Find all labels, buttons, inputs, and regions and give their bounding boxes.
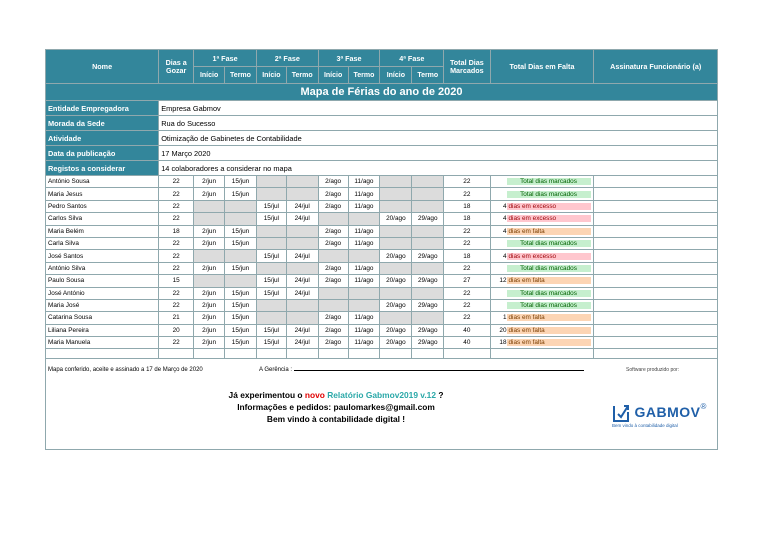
status-badge: dias em excesso	[507, 203, 591, 210]
table-row	[46, 200, 718, 212]
phase2-end	[286, 237, 318, 249]
days-to-take: 22	[159, 287, 194, 299]
phase4-end: 29/ago	[412, 337, 444, 349]
table-row	[46, 275, 718, 287]
promo-new: novo	[304, 390, 325, 401]
phase4-start: 20/ago	[380, 324, 412, 336]
status-badge: Total dias marcados	[507, 302, 591, 309]
employee-name: António Silva	[46, 262, 159, 274]
missing-days-status	[490, 200, 594, 212]
phase3-end	[348, 250, 380, 262]
info-value: Empresa Gabmov	[159, 101, 718, 116]
days-to-take: 21	[159, 312, 194, 324]
total-days-marked: 18	[444, 213, 490, 225]
footer-section	[45, 359, 718, 450]
phase1-end: 15/jun	[225, 324, 257, 336]
employee-name: Liliana Pereira	[46, 324, 159, 336]
table-row	[46, 262, 718, 274]
employee-name: Maria José	[46, 299, 159, 311]
phase2-start: 15/jul	[256, 275, 286, 287]
phase2-end: 24/jul	[286, 275, 318, 287]
missing-days-count: 12	[499, 277, 507, 285]
col-header-fase4: 4ª Fase	[380, 50, 444, 67]
phase3-end: 11/ago	[348, 237, 380, 249]
table-row	[46, 237, 718, 249]
signature-cell[interactable]	[594, 299, 718, 311]
phase3-start: 2/ago	[318, 262, 348, 274]
col-header-assinatura: Assinatura Funcionário (a)	[594, 50, 718, 84]
missing-days-status	[490, 225, 594, 237]
phase4-start	[380, 200, 412, 212]
phase3-start: 2/ago	[318, 188, 348, 200]
promo-welcome: Bem vindo à contabilidade digital !	[266, 414, 406, 425]
promo-contact: Informações e pedidos: paulomarkes@gmail.com	[237, 402, 435, 413]
confirmation-text: Mapa conferido, aceite e assinado a 17 de Março de 2020	[48, 367, 203, 374]
total-days-marked: 18	[444, 250, 490, 262]
employee-name: Carlos Silva	[46, 213, 159, 225]
days-to-take: 22	[159, 250, 194, 262]
phase3-start: 2/ago	[318, 312, 348, 324]
days-to-take: 22	[159, 213, 194, 225]
info-value: 17 Março 2020	[159, 146, 718, 161]
col-header-termo: Termo	[348, 67, 380, 84]
phase2-end	[286, 176, 318, 188]
phase1-start: 2/jun	[194, 299, 225, 311]
total-days-marked: 22	[444, 225, 490, 237]
col-header-termo: Termo	[412, 67, 444, 84]
phase4-start: 20/ago	[380, 275, 412, 287]
phase4-end	[412, 312, 444, 324]
phase2-end	[286, 312, 318, 324]
phase1-end: 15/jun	[225, 237, 257, 249]
days-to-take: 22	[159, 188, 194, 200]
col-header-fase2: 2ª Fase	[256, 50, 318, 67]
phase3-start: 2/ago	[318, 337, 348, 349]
phase4-start	[380, 287, 412, 299]
phase2-start: 15/jul	[256, 324, 286, 336]
missing-days-status	[490, 337, 594, 349]
signature-cell[interactable]	[594, 324, 718, 336]
table-row	[46, 225, 718, 237]
phase3-start: 2/ago	[318, 237, 348, 249]
signature-cell[interactable]	[594, 262, 718, 274]
missing-days-count: 4	[502, 252, 507, 260]
status-badge: dias em falta	[507, 339, 591, 346]
col-header-termo: Termo	[286, 67, 318, 84]
phase3-end: 11/ago	[348, 176, 380, 188]
phase3-start	[318, 213, 348, 225]
signature-cell[interactable]	[594, 250, 718, 262]
status-badge: dias em falta	[507, 228, 591, 235]
phase4-end: 29/ago	[412, 250, 444, 262]
employee-name: Maria Jesus	[46, 188, 159, 200]
phase4-end: 29/ago	[412, 213, 444, 225]
phase3-start	[318, 287, 348, 299]
gabmov-logo	[612, 402, 712, 428]
phase2-start: 15/jul	[256, 287, 286, 299]
signature-cell[interactable]	[594, 213, 718, 225]
status-badge: dias em falta	[507, 277, 591, 284]
missing-days-status	[490, 299, 594, 311]
phase3-end: 11/ago	[348, 312, 380, 324]
phase2-start: 15/jul	[256, 200, 286, 212]
table-row	[46, 188, 718, 200]
phase3-end: 11/ago	[348, 200, 380, 212]
days-to-take: 22	[159, 299, 194, 311]
phase2-end: 24/jul	[286, 287, 318, 299]
logo-tagline: Bem vindo à contabilidade digital	[612, 423, 678, 429]
phase1-end: 15/jun	[225, 176, 257, 188]
phase4-start	[380, 312, 412, 324]
signature-cell[interactable]	[594, 312, 718, 324]
col-header-fase3: 3ª Fase	[318, 50, 380, 67]
phase1-end	[225, 250, 257, 262]
phase3-start	[318, 299, 348, 311]
phase1-start	[194, 213, 225, 225]
phase4-start	[380, 262, 412, 274]
phase3-start	[318, 250, 348, 262]
phase2-end: 24/jul	[286, 213, 318, 225]
phase1-start	[194, 200, 225, 212]
phase1-start: 2/jun	[194, 225, 225, 237]
total-days-marked: 22	[444, 312, 490, 324]
status-badge: Total dias marcados	[507, 265, 591, 272]
phase2-end: 24/jul	[286, 337, 318, 349]
phase3-end: 11/ago	[348, 337, 380, 349]
missing-days-count: 4	[502, 227, 507, 235]
total-days-marked: 40	[444, 337, 490, 349]
software-credit: Software produzido por:	[626, 367, 680, 374]
signature-cell[interactable]	[594, 237, 718, 249]
signature-cell[interactable]	[594, 275, 718, 287]
missing-days-status	[490, 275, 594, 287]
total-days-marked: 22	[444, 299, 490, 311]
status-badge: Total dias marcados	[507, 290, 591, 297]
status-badge: Total dias marcados	[507, 178, 591, 185]
phase2-start	[256, 188, 286, 200]
phase1-start: 2/jun	[194, 176, 225, 188]
status-badge: dias em falta	[507, 327, 591, 334]
phase2-end	[286, 225, 318, 237]
phase1-start	[194, 250, 225, 262]
gabmov-logo-icon	[612, 402, 630, 422]
phase2-start	[256, 299, 286, 311]
phase4-end	[412, 176, 444, 188]
phase1-end: 15/jun	[225, 337, 257, 349]
signature-cell[interactable]	[594, 225, 718, 237]
days-to-take: 22	[159, 262, 194, 274]
table-row	[46, 250, 718, 262]
management-signature	[259, 367, 584, 373]
phase2-end	[286, 299, 318, 311]
employee-name: José Santos	[46, 250, 159, 262]
phase1-start: 2/jun	[194, 262, 225, 274]
missing-days-status	[490, 176, 594, 188]
phase1-end: 15/jun	[225, 225, 257, 237]
info-label: Atividade	[46, 131, 159, 146]
table-row	[46, 299, 718, 311]
phase2-start: 15/jul	[256, 213, 286, 225]
status-badge: Total dias marcados	[507, 240, 591, 247]
info-label: Morada da Sede	[46, 116, 159, 131]
phase1-end: 15/jun	[225, 287, 257, 299]
phase3-start: 2/ago	[318, 324, 348, 336]
phase3-end: 11/ago	[348, 324, 380, 336]
col-header-inicio: Início	[380, 67, 412, 84]
phase2-end	[286, 262, 318, 274]
status-badge: Total dias marcados	[507, 191, 591, 198]
col-header-termo: Termo	[225, 67, 257, 84]
vacation-table	[45, 49, 718, 359]
days-to-take: 15	[159, 275, 194, 287]
missing-days-count: 4	[502, 202, 507, 210]
phase3-end	[348, 287, 380, 299]
table-row	[46, 176, 718, 188]
col-header-total-dias: Total Dias Marcados	[444, 50, 490, 84]
phase4-end	[412, 287, 444, 299]
days-to-take: 18	[159, 225, 194, 237]
missing-days-count: 18	[499, 339, 507, 347]
phase3-end: 11/ago	[348, 275, 380, 287]
phase4-end: 29/ago	[412, 275, 444, 287]
phase2-start: 15/jul	[256, 337, 286, 349]
missing-days-status	[490, 324, 594, 336]
logo-text: GABMOV	[634, 404, 701, 421]
info-label: Data da publicação	[46, 146, 159, 161]
missing-days-status	[490, 213, 594, 225]
promo-text	[46, 389, 626, 425]
days-to-take: 22	[159, 200, 194, 212]
total-days-marked: 22	[444, 176, 490, 188]
table-header	[46, 50, 718, 84]
missing-days-status	[490, 262, 594, 274]
employee-name: Catarina Sousa	[46, 312, 159, 324]
phase1-start	[194, 275, 225, 287]
signature-line	[294, 370, 584, 371]
phase4-end	[412, 188, 444, 200]
missing-days-status	[490, 188, 594, 200]
days-to-take: 22	[159, 237, 194, 249]
status-badge: dias em excesso	[507, 215, 591, 222]
days-to-take: 22	[159, 176, 194, 188]
phase4-end	[412, 237, 444, 249]
employee-name: José António	[46, 287, 159, 299]
promo-question: ?	[436, 390, 444, 401]
phase3-end: 11/ago	[348, 188, 380, 200]
employee-rows	[46, 176, 718, 349]
info-label: Entidade Empregadora	[46, 101, 159, 116]
col-header-inicio: Início	[194, 67, 225, 84]
table-row	[46, 213, 718, 225]
phase4-start	[380, 225, 412, 237]
status-badge: dias em excesso	[507, 253, 591, 260]
phase4-start: 20/ago	[380, 299, 412, 311]
phase4-end: 29/ago	[412, 299, 444, 311]
phase4-end	[412, 262, 444, 274]
info-value: 14 colaboradores a considerar no mapa	[159, 161, 718, 176]
phase1-start: 2/jun	[194, 312, 225, 324]
phase3-end	[348, 299, 380, 311]
phase1-start: 2/jun	[194, 324, 225, 336]
phase1-end	[225, 275, 257, 287]
logo-reg: ®	[700, 402, 707, 412]
missing-days-status	[490, 287, 594, 299]
phase1-end: 15/jun	[225, 312, 257, 324]
total-days-marked: 18	[444, 200, 490, 212]
phase2-start	[256, 262, 286, 274]
missing-days-count: 4	[502, 215, 507, 223]
phase1-end: 15/jun	[225, 299, 257, 311]
table-row	[46, 337, 718, 349]
col-header-total-falta: Total Dias em Falta	[490, 50, 594, 84]
map-title: Mapa de Férias do ano de 2020	[46, 84, 718, 101]
missing-days-status	[490, 312, 594, 324]
table-row	[46, 287, 718, 299]
total-days-marked: 22	[444, 287, 490, 299]
col-header-nome: Nome	[46, 50, 159, 84]
phase4-start	[380, 188, 412, 200]
vacation-map-sheet	[45, 49, 718, 450]
phase2-end	[286, 188, 318, 200]
phase1-end	[225, 213, 257, 225]
employee-name: Carla Silva	[46, 237, 159, 249]
missing-days-status	[490, 237, 594, 249]
total-days-marked: 27	[444, 275, 490, 287]
phase2-end: 24/jul	[286, 200, 318, 212]
phase4-end: 29/ago	[412, 324, 444, 336]
phase4-end	[412, 200, 444, 212]
phase1-start: 2/jun	[194, 287, 225, 299]
phase2-end: 24/jul	[286, 250, 318, 262]
employee-name: Paulo Sousa	[46, 275, 159, 287]
phase4-start: 20/ago	[380, 213, 412, 225]
missing-days-count: 1	[502, 314, 507, 322]
missing-days-count: 20	[499, 326, 507, 334]
phase2-start	[256, 312, 286, 324]
status-badge: dias em falta	[507, 314, 591, 321]
phase2-start	[256, 237, 286, 249]
phase2-start	[256, 225, 286, 237]
missing-days-status	[490, 250, 594, 262]
employee-name: Maria Manuela	[46, 337, 159, 349]
phase4-start	[380, 176, 412, 188]
col-header-inicio: Início	[256, 67, 286, 84]
col-header-dias-gozar: Dias a Gozar	[159, 50, 194, 84]
signature-cell[interactable]	[594, 200, 718, 212]
signature-cell[interactable]	[594, 287, 718, 299]
days-to-take: 20	[159, 324, 194, 336]
phase2-start: 15/jul	[256, 250, 286, 262]
phase1-end: 15/jun	[225, 262, 257, 274]
phase2-start	[256, 176, 286, 188]
info-value: Rua do Sucesso	[159, 116, 718, 131]
total-days-marked: 40	[444, 324, 490, 336]
phase3-start: 2/ago	[318, 225, 348, 237]
management-label: A Gerência :	[259, 367, 293, 374]
phase2-end: 24/jul	[286, 324, 318, 336]
promo-prefix: Já experimentou o	[228, 390, 305, 401]
phase4-start: 20/ago	[380, 337, 412, 349]
info-value: Otimização de Gabinetes de Contabilidade	[159, 131, 718, 146]
table-row	[46, 312, 718, 324]
signature-cell[interactable]	[594, 176, 718, 188]
phase1-start: 2/jun	[194, 337, 225, 349]
phase3-end: 11/ago	[348, 262, 380, 274]
info-label: Registos a considerar	[46, 161, 159, 176]
table-row	[46, 324, 718, 336]
phase3-end: 11/ago	[348, 225, 380, 237]
col-header-fase1: 1ª Fase	[194, 50, 257, 67]
phase1-start: 2/jun	[194, 188, 225, 200]
employee-name: António Sousa	[46, 176, 159, 188]
phase1-end: 15/jun	[225, 188, 257, 200]
total-days-marked: 22	[444, 188, 490, 200]
col-header-inicio: Início	[318, 67, 348, 84]
total-days-marked: 22	[444, 262, 490, 274]
signature-cell[interactable]	[594, 188, 718, 200]
phase3-end	[348, 213, 380, 225]
phase3-start: 2/ago	[318, 275, 348, 287]
total-days-marked: 22	[444, 237, 490, 249]
phase4-start: 20/ago	[380, 250, 412, 262]
promo-report: Relatório Gabmov2019 v.12	[327, 390, 436, 401]
phase3-start: 2/ago	[318, 176, 348, 188]
info-section	[46, 101, 718, 176]
employee-name: Maria Belém	[46, 225, 159, 237]
phase3-start: 2/ago	[318, 200, 348, 212]
employee-name: Pedro Santos	[46, 200, 159, 212]
signature-cell[interactable]	[594, 337, 718, 349]
phase4-end	[412, 225, 444, 237]
days-to-take: 22	[159, 337, 194, 349]
phase4-start	[380, 237, 412, 249]
phase1-end	[225, 200, 257, 212]
phase1-start: 2/jun	[194, 237, 225, 249]
